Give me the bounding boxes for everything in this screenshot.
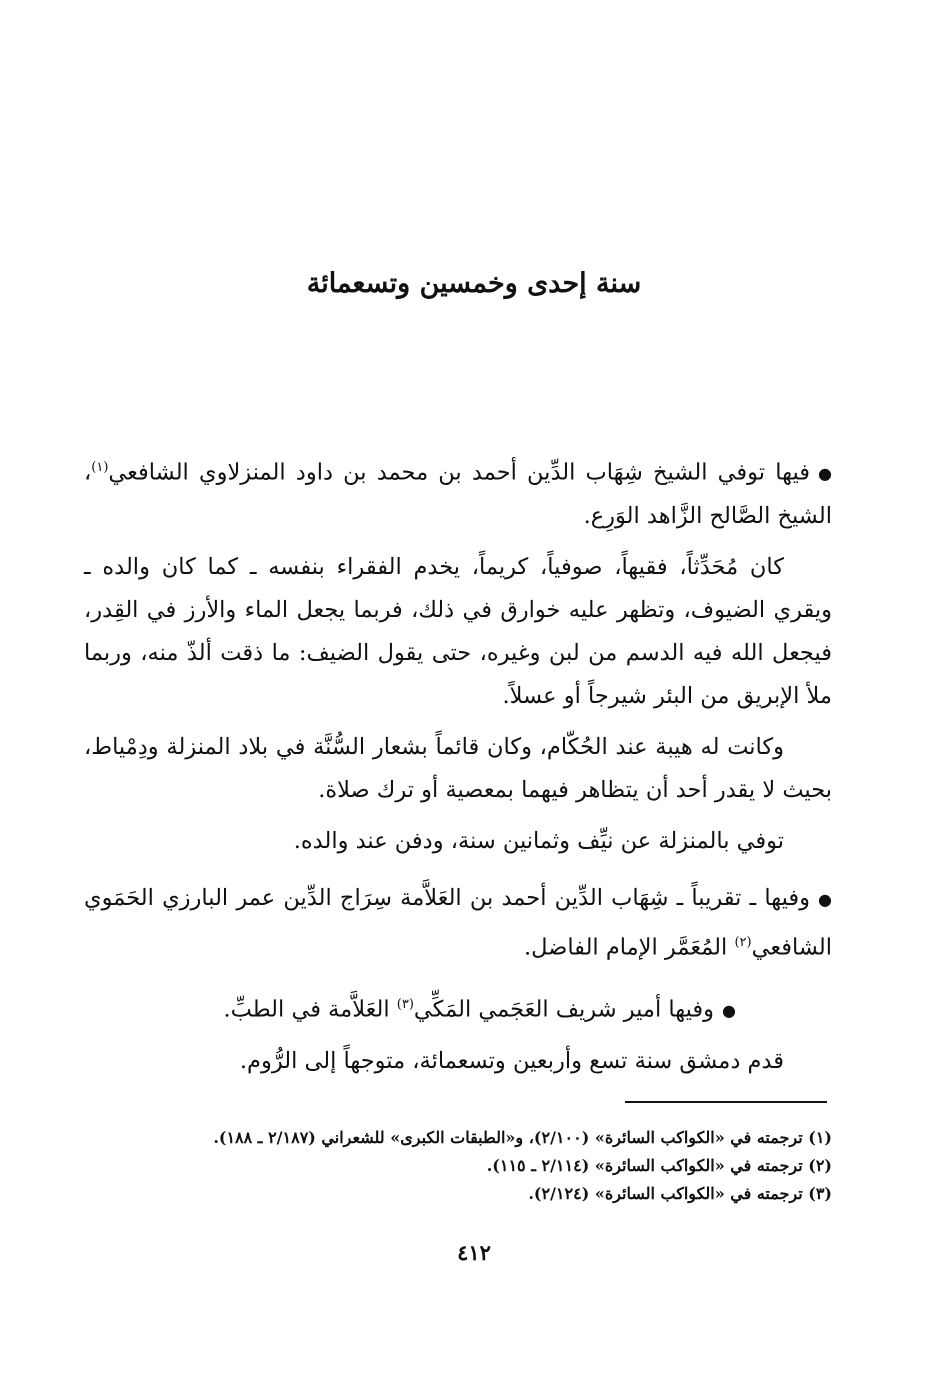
bullet-icon: ● (818, 889, 832, 909)
entry-1-tail: ، الشيخ الصَّالح الزَّاهد الوَرِع. (84, 459, 832, 529)
footnote-2: (٢) ترجمته في «الكواكب السائرة» (٢/١١٤ ـ ١١٥). (486, 1156, 832, 1175)
chapter-title: سنة إحدى وخمسين وتسعمائة (306, 268, 642, 299)
entry-paragraph-3 (84, 983, 832, 1032)
entry-1-text: فيها توفي الشيخ شِهَاب الدِّين أحمد بن محمد بن داود المنزلاوي الشافعي (108, 459, 811, 486)
bullet-icon: ● (722, 1001, 736, 1020)
footnote-3: (٣) ترجمته في «الكواكب السائرة» (٢/١٢٤). (528, 1184, 832, 1203)
entry-3-text: وفيها أمير شريف العَجَمي المَكِّي (413, 996, 715, 1023)
bullet-icon: ● (818, 464, 832, 483)
entry-paragraph-1 (84, 446, 832, 538)
paragraph-3: وكانت له هيبة عند الحُكّام، وكان قائماً بشعار السُّنَّة في بلاد المنزلة ودِمْياط، بحيث لا يقدر أحد أن يتظاهر فيهما بمعصية أو ترك صلاة. (84, 734, 832, 803)
footnotes (84, 1124, 832, 1208)
footnote-ref-2[interactable]: (٢) (734, 934, 752, 950)
entry-2-tail: المُعَمَّر الإمام الفاضل. (524, 934, 735, 960)
entry-3-tail: العَلاَّمة في الطبِّ. (223, 996, 397, 1023)
paragraph-2: كان مُحَدِّثاً، فقيهاً، صوفياً، كريماً، يخدم الفقراء بنفسه ـ كما كان والده ـ ويقري الضيوف، وتظهر عليه خوارق في ذلك، فربما يجعل الماء والأرز في القِدر، فيجعل الله فيه الدسم من لبن وغيره، حتى يقول الضيف: ما ذقت ألذّ منه، وربما ملأ الإبريق من البئر شيرجاً أو عسلاً. (84, 554, 832, 709)
paragraph-7: قدم دمشق سنة تسع وأربعين وتسعمائة، متوجهاً إلى الرُّوم. (239, 1048, 784, 1074)
footnote-divider (625, 1101, 827, 1103)
paragraph-4: توفي بالمنزلة عن نيِّف وثمانين سنة، ودفن عند والده. (293, 828, 784, 854)
entry-paragraph-2 (84, 877, 832, 969)
footnote-1: (١) ترجمته في «الكواكب السائرة» (٢/١٠٠)، و«الطبقات الكبرى» للشعراني (٢/١٨٧ ـ ١٨٨). (213, 1128, 832, 1147)
footnote-ref-1[interactable]: (١) (91, 460, 109, 475)
page-number: ٤١٢ (457, 1240, 491, 1265)
main-text (84, 446, 832, 1091)
footnote-ref-3[interactable]: (٣) (396, 997, 414, 1012)
entry-2-text: وفيها ـ تقريباً ـ شِهَاب الدِّين أحمد بن العَلاَّمة سِرَاج الدِّين عمر البارزي الحَمَوي الشافعي (84, 885, 832, 960)
